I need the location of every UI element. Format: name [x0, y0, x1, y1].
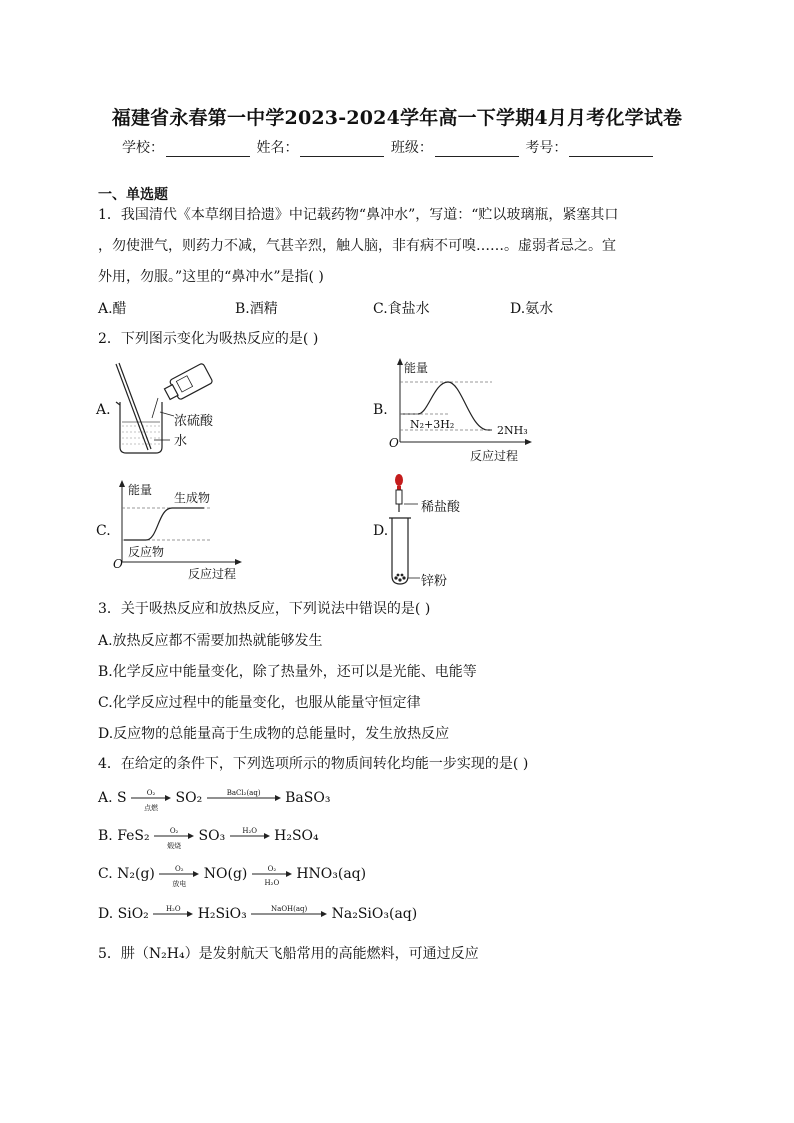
- q4-option-a[interactable]: [98, 789, 331, 812]
- number-label: 考号：: [525, 140, 568, 156]
- q2-stem: 2．下列图示变化为吸热反应的是( ): [98, 331, 319, 347]
- q4-c-arrow1-top: O₂: [175, 865, 184, 873]
- q4-a-s1: S: [117, 790, 127, 806]
- test-tube-figure: [386, 470, 446, 586]
- school-label: 学校：: [122, 140, 164, 156]
- diagram-b-origin: O: [389, 436, 399, 450]
- q4-stem: 4．在给定的条件下，下列选项所示的物质间转化均能一步实现的是( ): [98, 756, 529, 772]
- q3-option-a[interactable]: A.放热反应都不需要加热就能够发生: [98, 633, 323, 649]
- q1-option-c[interactable]: C.食盐水: [373, 301, 430, 317]
- q4-c-arrow2-top: O₂: [267, 865, 277, 873]
- q3-option-b[interactable]: B.化学反应中能量变化，除了热量外，还可以是光能、电能等: [98, 664, 477, 680]
- section-heading: 一、单选题: [98, 187, 168, 203]
- diagram-c-origin: O: [113, 557, 123, 571]
- diagram-b-xlabel: 反应过程: [470, 449, 519, 463]
- diagram-c-ylabel: 能量: [128, 483, 153, 497]
- student-info-line: [122, 137, 655, 157]
- diagram-b-reactants: N₂+3H₂: [410, 418, 455, 431]
- q2-option-d-label[interactable]: D.: [373, 523, 389, 539]
- q1-option-d[interactable]: D.氨水: [510, 301, 554, 317]
- q4-b-arrow1: [154, 827, 194, 850]
- q4-option-d[interactable]: [98, 906, 417, 922]
- q4-d-s1: SiO₂: [117, 906, 149, 922]
- dilute-hcl-label: 稀盐酸: [421, 500, 461, 515]
- q4-c-label: C.: [98, 866, 113, 882]
- class-blank[interactable]: [435, 142, 519, 157]
- q4-a-arrow2: [207, 789, 281, 803]
- q1-line3: 外用，勿服。”这里的“鼻冲水”是指( ): [98, 269, 324, 285]
- q4-c-s3: HNO₃(aq): [296, 866, 367, 882]
- acid-label: 浓硫酸: [174, 414, 214, 429]
- diagram-c-reactants: 反应物: [128, 545, 165, 559]
- water-label: 水: [174, 434, 188, 449]
- name-label: 姓名：: [256, 140, 299, 156]
- q4-c-arrow2: [252, 865, 292, 887]
- q4-d-arrow1-top: H₂O: [165, 905, 181, 913]
- school-blank[interactable]: [166, 142, 250, 157]
- diagram-b-products: 2NH₃: [497, 424, 528, 437]
- diagram-c-products: 生成物: [174, 491, 211, 505]
- q4-option-c[interactable]: [98, 865, 367, 888]
- q4-b-arrow1-top: O₂: [169, 827, 179, 835]
- q4-a-arrow1: [131, 789, 171, 812]
- diagram-b-ylabel: 能量: [404, 361, 429, 375]
- q4-a-s2: SO₂: [175, 790, 203, 806]
- q4-d-s3: Na₂SiO₃(aq): [331, 906, 418, 922]
- q1-option-a[interactable]: A.醋: [98, 301, 127, 317]
- q4-b-s1: FeS₂: [117, 828, 150, 844]
- zinc-powder-label: 锌粉: [421, 574, 448, 589]
- q4-a-arrow2-top: BaCl₂(aq): [226, 789, 261, 797]
- q4-b-s2: SO₃: [198, 828, 226, 844]
- q4-option-b[interactable]: [98, 827, 319, 850]
- q4-c-arrow1: [159, 865, 199, 888]
- q4-d-label: D.: [98, 906, 114, 922]
- number-blank[interactable]: [569, 142, 653, 157]
- name-blank[interactable]: [300, 142, 384, 157]
- q4-a-s3: BaSO₃: [285, 790, 331, 806]
- q4-a-arrow1-bottom: 点燃: [144, 804, 159, 812]
- q4-d-arrow2-top: NaOH(aq): [271, 905, 308, 913]
- q4-b-s3: H₂SO₄: [274, 828, 319, 844]
- q4-d-s2: H₂SiO₃: [197, 906, 247, 922]
- q1-option-b[interactable]: B.酒精: [235, 301, 278, 317]
- page-title: 福建省永春第一中学2023-2024学年高一下学期4月月考化学试卷: [111, 107, 683, 129]
- q4-d-arrow1: [153, 905, 193, 919]
- q4-c-s2: NO(g): [203, 866, 248, 882]
- q2-option-a-label[interactable]: A.: [96, 402, 111, 418]
- q4-b-label: B.: [98, 828, 113, 844]
- q2-option-c-label[interactable]: C.: [96, 523, 111, 539]
- q3-stem: 3．关于吸热反应和放热反应，下列说法中错误的是( ): [98, 601, 431, 617]
- q4-b-arrow2-top: H₂O: [242, 827, 258, 835]
- class-label: 班级：: [390, 140, 433, 156]
- q4-c-arrow2-bottom: H₂O: [264, 879, 280, 887]
- q4-b-arrow2: [230, 827, 270, 841]
- q3-option-c[interactable]: C.化学反应过程中的能量变化，也服从能量守恒定律: [98, 695, 421, 711]
- q4-d-arrow2: [251, 905, 327, 919]
- q4-a-label: A.: [98, 790, 113, 806]
- diagram-c-xlabel: 反应过程: [188, 567, 237, 581]
- q2-option-b-label[interactable]: B.: [373, 402, 388, 418]
- q4-c-arrow1-bottom: 放电: [172, 880, 187, 888]
- q4-a-arrow1-top: O₂: [146, 789, 156, 797]
- q4-c-s1: N₂(g): [117, 866, 155, 882]
- q3-option-d[interactable]: D.反应物的总能量高于生成物的总能量时，发生放热反应: [98, 726, 450, 742]
- q1-line2: ，勿使泄气，则药力不减，气甚辛烈，触人脑，非有病不可嗅……。虚弱者忌之。宜: [98, 238, 616, 254]
- q4-b-arrow1-bottom: 煅烧: [167, 842, 182, 850]
- q5-stem: 5．肼（N₂H₄）是发射航天飞船常用的高能燃料，可通过反应: [98, 946, 479, 962]
- q1-line1: 1．我国清代《本草纲目拾遗》中记载药物“鼻冲水”，写道：“贮以玻璃瓶，紧塞其口: [98, 207, 619, 223]
